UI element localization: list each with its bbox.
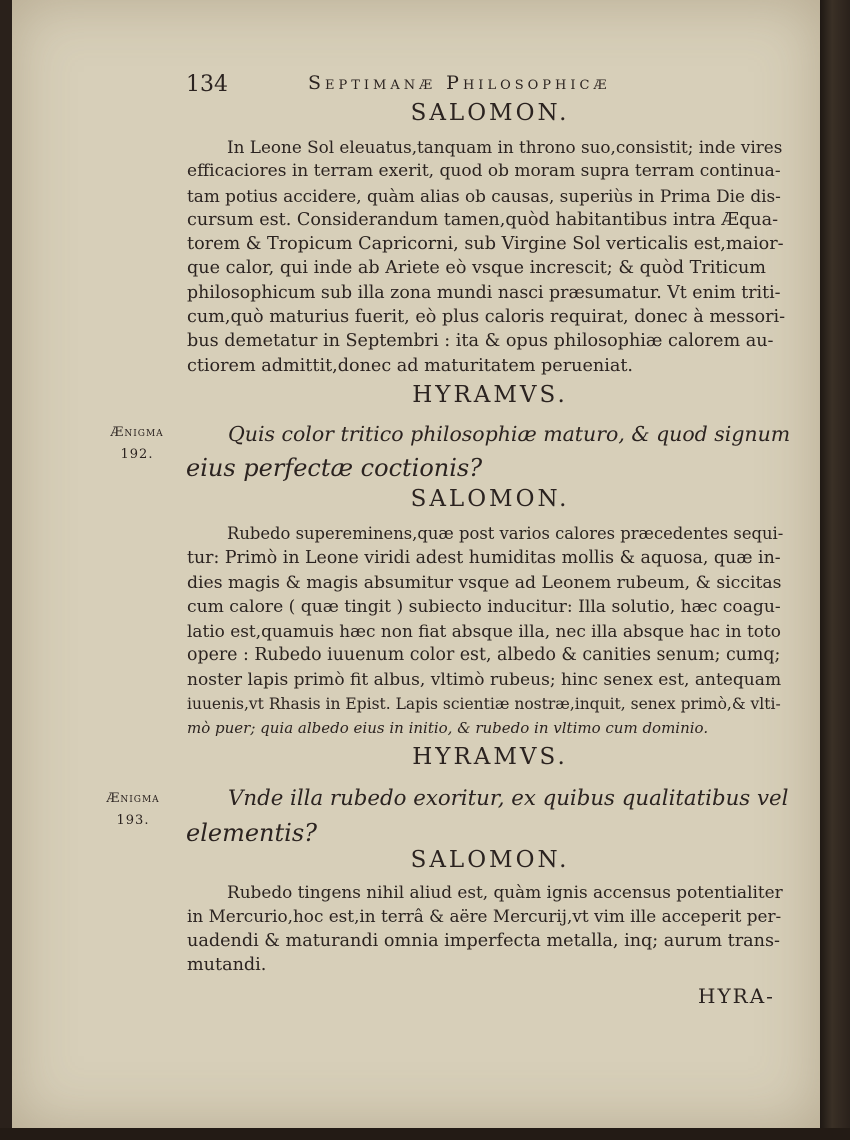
text-line: cum,quò maturius fuerit, eò plus caloris requirat, donec à messori- bbox=[187, 307, 786, 328]
text-line: torem & Tropicum Capricorni, sub Virgine Sol verticalis est,maior- bbox=[187, 234, 784, 255]
text-line: tur: Primò in Leone viridi adest humiditas mollis & aquosa, quæ in- bbox=[187, 548, 781, 569]
text-line: que calor, qui inde ab Ariete eò vsque increscit; & quòd Triticum bbox=[187, 258, 766, 279]
margin-enigma-192 bbox=[92, 422, 182, 466]
text-line: dies magis & magis absumitur vsque ad Leonem rubeum, & siccitas bbox=[187, 572, 782, 593]
text-line: mutandi. bbox=[187, 954, 267, 975]
question-193 bbox=[186, 782, 790, 850]
answer-paragraph-2 bbox=[187, 522, 787, 741]
speaker-salomon-1: SALOMON. bbox=[410, 100, 570, 126]
margin-label-number: 193. bbox=[116, 813, 150, 828]
book-bottom-edge bbox=[0, 1128, 850, 1140]
speaker-salomon-3: SALOMON. bbox=[410, 847, 570, 873]
text-line: latio est,quamuis hæc non fiat absque illa, nec illa absque hac in toto bbox=[187, 621, 781, 642]
speaker-salomon-2: SALOMON. bbox=[410, 486, 570, 512]
text-line: in Mercurio,hoc est,in terrâ & aëre Mercurij,vt vim ille acceperit per- bbox=[187, 906, 782, 927]
margin-label-number: 192. bbox=[120, 447, 154, 462]
text-line: uadendi & maturandi omnia imperfecta metalla, inq; aurum trans- bbox=[187, 930, 780, 951]
question-192 bbox=[186, 417, 790, 485]
question-line: elementis? bbox=[186, 819, 318, 847]
margin-label-word: Ænigma bbox=[110, 425, 164, 440]
answer-paragraph-1 bbox=[187, 135, 787, 378]
text-line: cum calore ( quæ tingit ) subiecto inducitur: Illa solutio, hæc coagu- bbox=[187, 596, 781, 617]
text-line: cursum est. Considerandum tamen,quòd habitantibus intra Æqua- bbox=[187, 209, 779, 230]
text-line: iuuenis,vt Rhasis in Epist. Lapis scientiæ nostræ,inquit, senex primò,& vlti- bbox=[187, 695, 781, 714]
text-line: philosophicum sub illa zona mundi nasci præsumatur. Vt enim triti- bbox=[187, 282, 781, 303]
text-line: Rubedo supereminens,quæ post varios calores præcedentes sequi- bbox=[227, 524, 784, 543]
text-line: opere : Rubedo iuuenum color est, albedo & canities senum; cumq; bbox=[187, 645, 781, 666]
question-line: Vnde illa rubedo exoritur, ex quibus qualitatibus vel bbox=[228, 786, 789, 811]
margin-enigma-193 bbox=[88, 788, 178, 832]
text-line: tam potius accidere, quàm alias ob causas, superiùs in Prima Die dis- bbox=[187, 185, 781, 206]
margin-label-word: Ænigma bbox=[106, 791, 160, 806]
speaker-hyramus-2: HYRAMVS. bbox=[412, 744, 568, 770]
question-line: eius perfectæ coctionis? bbox=[186, 454, 483, 482]
page-number: 134 bbox=[186, 72, 228, 97]
text-line: mò puer; quia albedo eius in initio, & rubedo in vltimo cum dominio. bbox=[187, 719, 709, 738]
text-line: bus demetatur in Septembri : ita & opus philosophiæ calorem au- bbox=[187, 331, 774, 352]
answer-paragraph-3 bbox=[187, 880, 787, 977]
text-line: ctiorem admittit,donec ad maturitatem perueniat. bbox=[187, 355, 633, 376]
speaker-hyramus-1: HYRAMVS. bbox=[412, 382, 568, 408]
text-line: efficaciores in terram exerit, quod ob moram supra terram continua- bbox=[187, 161, 781, 182]
book-edge bbox=[820, 0, 850, 1140]
text-line: Rubedo tingens nihil aliud est, quàm ignis accensus potentialiter bbox=[227, 882, 783, 902]
question-line: Quis color tritico philosophiæ maturo, & quod signum bbox=[228, 422, 791, 446]
text-line: In Leone Sol eleuatus,tanquam in throno suo,consistit; inde vires bbox=[227, 137, 783, 157]
catchword: HYRA- bbox=[698, 984, 775, 1008]
running-title: Septimanæ Philosophicæ bbox=[308, 72, 611, 94]
text-line: noster lapis primò fit albus, vltimò rubeus; hinc senex est, antequam bbox=[187, 669, 782, 690]
